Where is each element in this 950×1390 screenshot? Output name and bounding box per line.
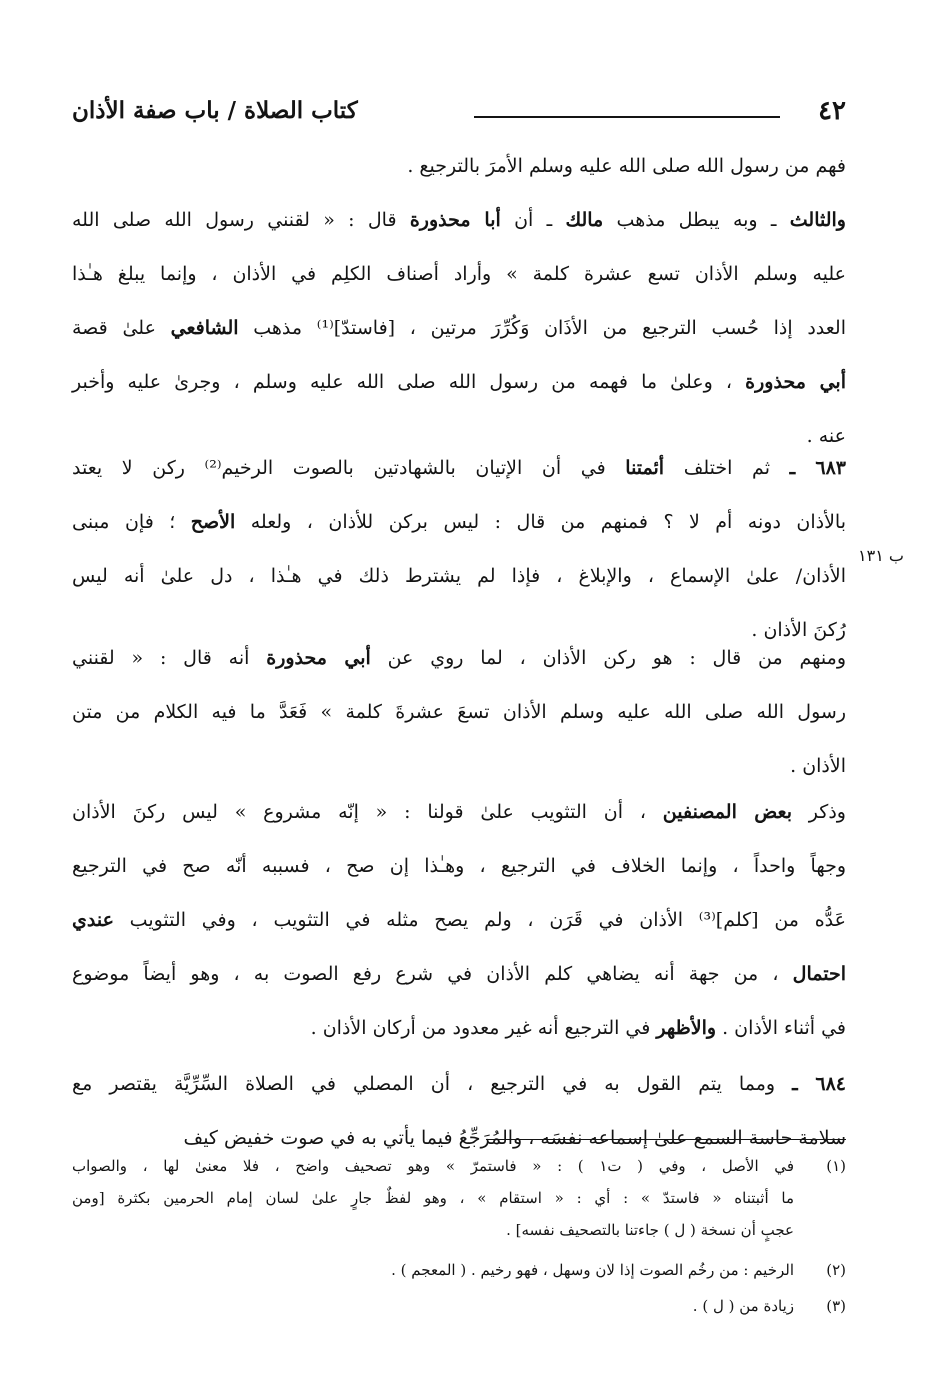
- running-header: [72, 94, 846, 130]
- text-run: رُكنَ الأذان .: [751, 619, 846, 641]
- footnote-number: (١): [826, 1157, 846, 1175]
- text-line: [72, 950, 846, 998]
- text-run: ـ أن: [500, 209, 566, 231]
- text-line: [72, 842, 846, 890]
- bold-term: مالك: [565, 209, 604, 231]
- text-run: سلامة حاسة السمع علىٰ إسماعه نفسَه ، والمُرَجِّعُ فيما يأتي به في صوت خفيض كيف: [183, 1127, 846, 1149]
- text-run: وجهاً واحداً ، وإنما الخلاف في الترجيع ، وهـٰذا إن صح ، فسببه أنّه صح في الترجيع: [72, 855, 846, 877]
- text-line: [72, 688, 846, 736]
- bold-term: والأظهر: [656, 1017, 717, 1039]
- text-run: ، أن التثويب علىٰ قولنا : « إنّه مشروع » ليس ركنَ الأذان: [72, 801, 663, 823]
- text-run: ؛ فإن مبنى: [72, 511, 191, 533]
- text-run: ثم اختلف: [664, 457, 790, 479]
- running-title: كتاب الصلاة / باب صفة الأذان: [72, 97, 358, 124]
- footnote-line: عجبٍ أن نسخة ( ل ) جاءتنا بالتصحيف نفسه] .: [506, 1221, 794, 1239]
- text-line: [72, 742, 846, 790]
- text-run: العدد إذا حُسب الترجيع من الأذَان وَكُرِّرَ مرتين ، [فاستدّ]⁽¹⁾ مذهب: [238, 317, 846, 339]
- bold-term: ٦٨٣ ـ: [789, 457, 846, 479]
- text-run: قال : « لقنني رسول الله صلى الله: [72, 209, 410, 231]
- text-run: ومنهم من قال : هو ركن الأذان ، لما روي عن: [370, 647, 846, 669]
- text-line: [72, 304, 846, 352]
- bold-term: والثالث: [789, 209, 846, 231]
- text-run: الأذان/ علىٰ الإسماع ، والإبلاغ ، فإذا لم يشترط ذلك في هـٰذا ، دل علىٰ أنه ليس: [72, 565, 846, 587]
- text-line: [72, 142, 846, 190]
- text-run: في الترجيع أنه غير معدود من أركان الأذان .: [310, 1017, 657, 1039]
- text-run: أنه قال : « لقنني: [72, 647, 267, 669]
- text-run: عنه .: [806, 425, 846, 447]
- bold-term: أئمتنا: [625, 457, 665, 479]
- margin-folio-note: ب ١٣١: [858, 546, 904, 565]
- text-line: [72, 634, 846, 682]
- footnote-line: ما أثبتناه « فاستدّ » : أي : « استقام » ، وهو لفظٌ جارٍ علىٰ لسان إمام الحرمين بكثرة [ومن: [72, 1189, 794, 1207]
- text-run: عَدُّه من [كلم]⁽³⁾ الأذان في قَرَن ، ولم يصح مثله في التثويب ، وفي التثويب: [113, 909, 846, 931]
- text-run: وذكر: [791, 801, 846, 823]
- text-line: [72, 896, 846, 944]
- footnote-line: زيادة من ( ل ) .: [692, 1297, 794, 1315]
- footnote-number: (٣): [826, 1297, 846, 1315]
- text-line: [72, 196, 846, 244]
- text-run: علىٰ قصة: [72, 317, 171, 339]
- page-number: ٤٢: [818, 96, 846, 126]
- bold-term: ٦٨٤ ـ: [792, 1073, 847, 1095]
- text-run: رسول الله صلى الله عليه وسلم الأذان تسعَ عشرةَ كلمة » فَعَدَّ ما فيه الكلام من متن: [72, 701, 846, 723]
- footnote-line: الرخيم : من رخُم الصوت إذا لان وسهل ، فهو رخيم . ( المعجم ) .: [391, 1261, 794, 1279]
- bold-term: عندي: [72, 909, 114, 931]
- header-rule: [474, 116, 780, 118]
- bold-term: الأصح: [190, 511, 236, 533]
- text-run: ومما يتم القول به في الترجيع ، أن المصلي في الصلاة السِّرِّيَّة يقتصر مع: [72, 1073, 793, 1095]
- text-line: [72, 552, 846, 600]
- bold-term: احتمال: [792, 963, 846, 985]
- bold-term: بعض المصنفين: [662, 801, 792, 823]
- text-run: عليه وسلم الأذان تسع عشرة كلمة » وأراد أصناف الكلِم في الأذان ، وإنما يبلغ هـٰذا: [72, 263, 846, 285]
- footnote-number: (٢): [826, 1261, 846, 1279]
- text-line: [72, 1060, 846, 1108]
- footnote-separator: [486, 1139, 846, 1140]
- text-run: ، وعلىٰ ما فهمه من رسول الله صلى الله عليه وسلم ، وجرىٰ عليه وأخبر: [72, 371, 746, 393]
- text-line: [72, 498, 846, 546]
- bold-term: أبي محذورة: [745, 371, 846, 393]
- text-line: [72, 444, 846, 492]
- bold-term: أبي محذورة: [266, 647, 371, 669]
- bold-term: أبا محذورة: [409, 209, 501, 231]
- footnote-line: في الأصل ، وفي ( ت١ ) : « فاستمرّ » وهو تصحيف واضح ، فلا معنىٰ لها ، والصواب: [72, 1157, 794, 1175]
- text-line: [72, 788, 846, 836]
- text-run: في أن الإتيان بالشهادتين بالصوت الرخيم⁽²⁾ ركن لا يعتد: [72, 457, 626, 479]
- text-line: [72, 250, 846, 298]
- text-run: في أثناء الأذان .: [716, 1017, 846, 1039]
- text-line: [72, 1004, 846, 1052]
- text-run: بالأذان دونه أم لا ؟ فمنهم من قال : ليس بركن للأذان ، ولعله: [235, 511, 846, 533]
- text-run: ـ وبه يبطل مذهب: [603, 209, 790, 231]
- bold-term: الشافعي: [170, 317, 239, 339]
- text-run: ، من جهة أنه يضاهي كلم الأذان في شرع رفع الصوت به ، وهو أيضاً موضوع: [72, 963, 793, 985]
- text-run: فهم من رسول الله صلى الله عليه وسلم الأمرَ بالترجيع .: [407, 155, 846, 177]
- text-line: [72, 358, 846, 406]
- text-run: الأذان .: [790, 755, 846, 777]
